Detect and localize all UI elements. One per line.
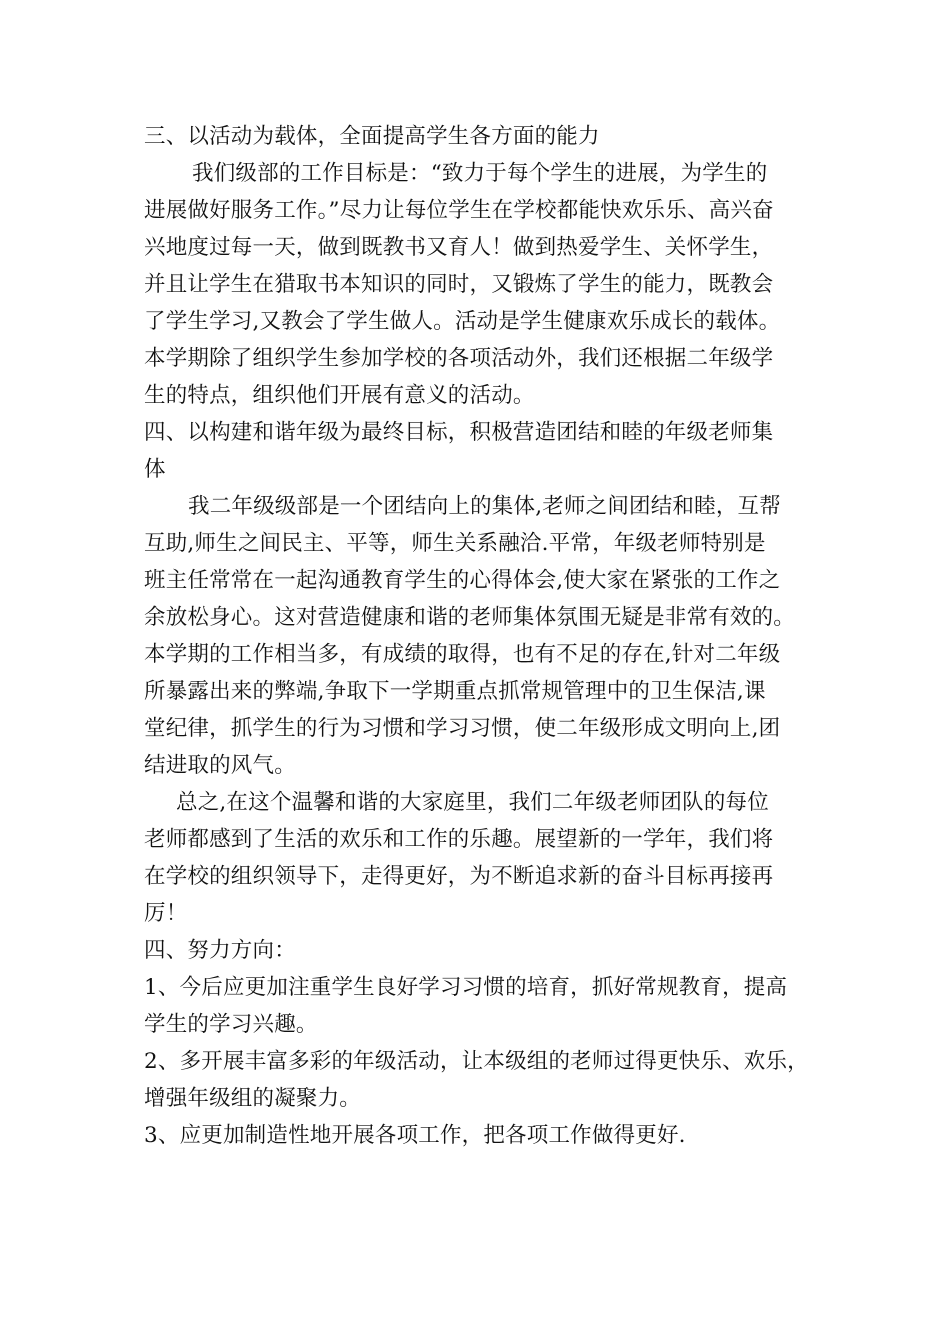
paragraph-line: 总之,在这个温馨和谐的大家庭里，我们二年级老师团队的每位 (176, 790, 769, 815)
list-item-cont: 增强年级组的凝聚力。 (144, 1086, 362, 1111)
paragraph-line: 进展做好服务工作。”尽力让每位学生在学校都能快欢乐乐、高兴奋 (144, 198, 774, 223)
section-heading-activities: 三、以活动为载体，全面提高学生各方面的能力 (144, 124, 600, 149)
paragraph-line: 兴地度过每一天，做到既教书又育人！做到热爱学生、关怀学生， (144, 235, 774, 260)
paragraph-line: 我们级部的工作目标是：“致力于每个学生的进展，为学生的 (192, 161, 768, 186)
paragraph-line: 本学期的工作相当多，有成绩的取得，也有不足的存在,针对二年级 (144, 642, 781, 667)
list-item: 2、多开展丰富多彩的年级活动，让本级组的老师过得更快乐、欢乐， (144, 1049, 809, 1074)
paragraph-line: 堂纪律，抓学生的行为习惯和学习习惯，使二年级形成文明向上,团 (144, 716, 781, 741)
paragraph-line: 并且让学生在猎取书本知识的同时，又锻炼了学生的能力，既教会 (144, 272, 774, 297)
paragraph-line: 互助,师生之间民主、平等，师生关系融洽.平常，年级老师特别是 (144, 531, 766, 556)
paragraph-line: 厉！ (144, 901, 188, 926)
paragraph-line: 我二年级级部是一个团结向上的集体,老师之间团结和睦，互帮 (188, 494, 781, 519)
section-heading-harmony-cont: 体 (144, 457, 166, 482)
paragraph-line: 生的特点，组织他们开展有意义的活动。 (144, 383, 535, 408)
section-heading-direction: 四、努力方向： (144, 938, 296, 963)
paragraph-line: 所暴露出来的弊端,争取下一学期重点抓常规管理中的卫生保洁,课 (144, 679, 766, 704)
paragraph-line: 了学生学习,又教会了学生做人。活动是学生健康欢乐成长的载体。 (144, 309, 781, 334)
paragraph-line: 本学期除了组织学生参加学校的各项活动外，我们还根据二年级学 (144, 346, 774, 371)
paragraph-line: 老师都感到了生活的欢乐和工作的乐趣。展望新的一学年，我们将 (144, 827, 774, 852)
paragraph-line: 余放松身心。这对营造健康和谐的老师集体氛围无疑是非常有效的。 (144, 605, 796, 630)
paragraph-line: 班主任常常在一起沟通教育学生的心得体会,使大家在紧张的工作之 (144, 568, 781, 593)
list-item-cont: 学生的学习兴趣。 (144, 1012, 318, 1037)
section-heading-harmony: 四、以构建和谐年级为最终目标，积极营造团结和睦的年级老师集 (144, 420, 774, 445)
list-item: 3、应更加制造性地开展各项工作，把各项工作做得更好. (144, 1123, 686, 1148)
paragraph-line: 结进取的风气。 (144, 753, 296, 778)
list-item: 1、今后应更加注重学生良好学习习惯的培育，抓好常规教育，提高 (144, 975, 788, 1000)
paragraph-line: 在学校的组织领导下，走得更好，为不断追求新的奋斗目标再接再 (144, 864, 774, 889)
